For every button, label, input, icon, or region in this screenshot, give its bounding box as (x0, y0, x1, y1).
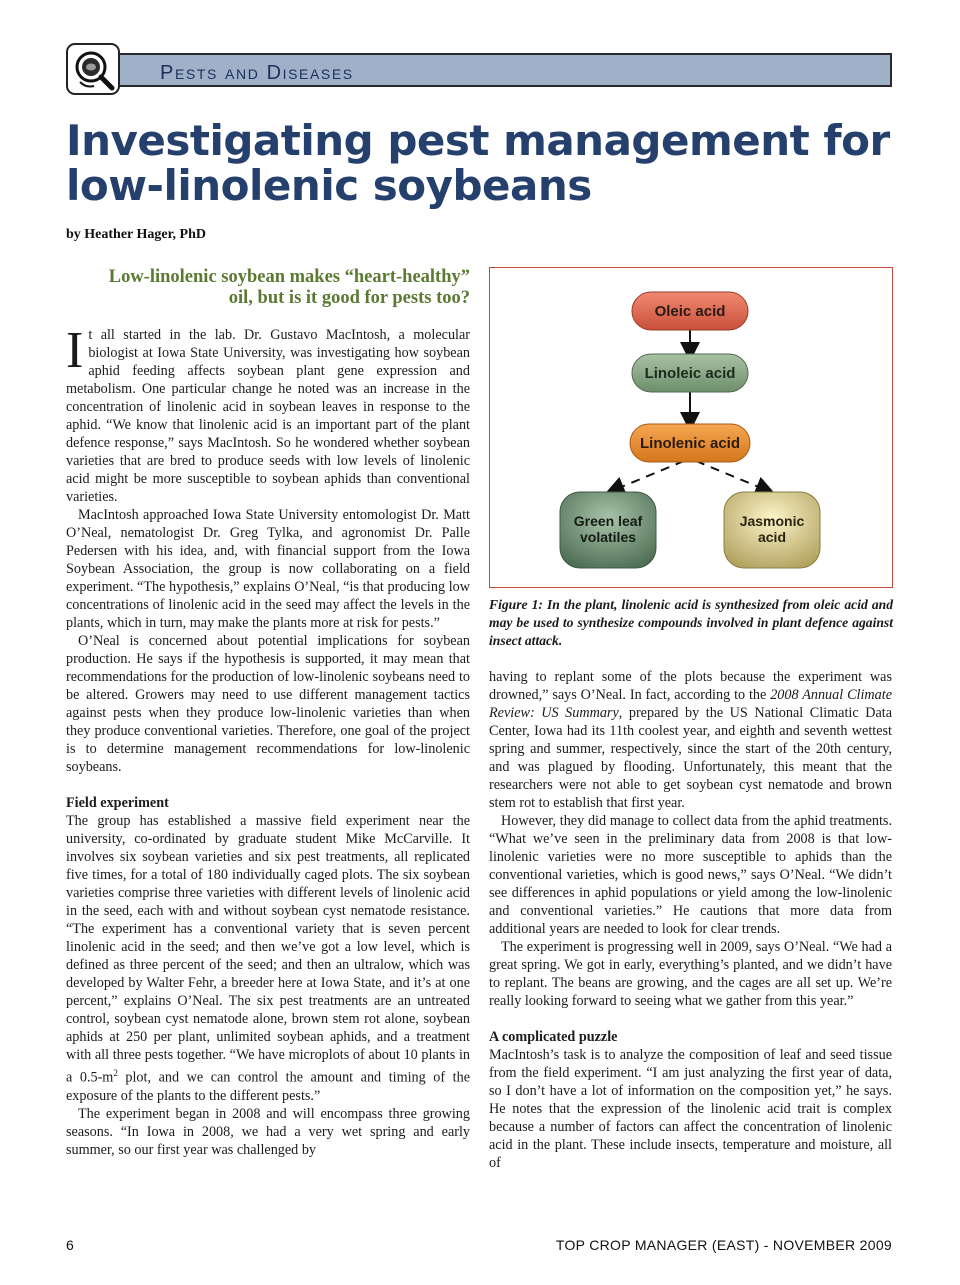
column-right (489, 668, 892, 1172)
node-green-leaf-label-2: volatiles (579, 529, 637, 545)
node-green-leaf-label-1: Green leaf (573, 513, 643, 529)
section-header (66, 43, 892, 95)
paragraph-text: t all started in the lab. Dr. Gustavo MacIntosh, a molecular biologist at Iowa State University, was investigating how soybean aphid feeding affects soybean plant gene expression and metabolism. One particular change he noted was an increase in the concentration of linolenic acid in soybean leaves in response to the aphid. “We know that linolenic acid is an important part of the plant defence response,” says MacIntosh. So he wondered whether soybean varieties that are bred to produce seeds with low levels of linolenic acid might be more susceptible to soybean aphids than conventional varieties. (66, 327, 470, 505)
paragraph-text: having to replant some of the plots because the experiment was drowned,” says O’Neal. In fact, according to the (489, 669, 892, 703)
paragraph (489, 668, 892, 812)
subhead (66, 267, 470, 309)
node-oleic-label: Oleic acid (654, 303, 726, 320)
paragraph: The experiment is progressing well in 2009, says O’Neal. “We had a great spring. We got in early, everything’s planted, and we didn’t have to replant. The beans are growing, and the cages are all set up. We’re really looking forward to seeing what we gather from this year.” (489, 939, 892, 1009)
page-number: 6 (66, 1237, 74, 1253)
node-linoleic-label: Linoleic acid (644, 365, 736, 382)
figure-1 (489, 267, 893, 588)
subheading-complicated-puzzle: A complicated puzzle (489, 1029, 618, 1045)
section-band (106, 53, 892, 87)
subhead-line-1: Low-linolenic soybean makes “heart-healthy” (108, 267, 470, 287)
paragraph-text: plot, and we can control the amount and timing of the exposure of the plants to the different pests.” (66, 1069, 470, 1104)
paragraph: MacIntosh approached Iowa State University entomologist Dr. Matt O’Neal, nematologist Dr. Greg Tylka, and agronomist Dr. Palle Pedersen with his idea, and, with financial support from the Iowa Soybean Association, the group is now collaborating on a field experiment. “The hypothesis,” explains O’Neal, “is that producing low concentrations of linolenic acid in the seed may affect the levels in the plants, which in turn, may make the plants more at risk for pests.” (66, 507, 470, 631)
title-line-1: Investigating pest management for (66, 116, 890, 165)
paragraph: However, they did manage to collect data from the aphid treatments. “What we’ve seen in the preliminary data from 2008 is that low-linolenic varieties were no more susceptible to aphids than the conventional varieties, which is good news,” says O’Neal. “We didn’t see differences in aphid populations or yield among the low-linolenic and conventional varieties.” He cautions that more data from additional years are needed to look for clear trends. (489, 813, 892, 937)
node-linolenic-label: Linolenic acid (639, 435, 741, 452)
node-green-leaf-volatiles (560, 492, 656, 568)
report-title: 2008 Annual Climate Review: US Summary (489, 687, 892, 721)
section-label: Pests and Diseases (160, 62, 354, 84)
node-oleic-acid (632, 292, 748, 330)
arrow-linolenic-to-jasmonic (696, 461, 766, 490)
node-jasmonic-label-1: Jasmonic (739, 513, 805, 529)
paragraph-text: The group has established a massive field experiment near the university, co-ordinated by graduate student Mike McCarville. It involves six soybean varieties and six pest treatments, all replicated five times, for a total of 180 individually caged plots. The six soybean varieties comprise three varieties with different levels of linolenic acid in the seed, each with and without soybean cyst nematode resistance. “The experiment has a conventional variety that is seven percent linolenic acid in the seed; and then we’ve got a low level, which is defined as three percent of the seed; and then an ultralow, which was developed by Walter Fehr, a breeder here at Iowa State, and it’s at one percent,” explains O’Neal. The six pest treatments are an untreated control, soybean cyst nematode alone, brown stem rot alone, soybean aphids at 250 per plant, unlimited soybean aphids, and a treatment with all three pests together. “We have microplots of about 10 plants in a 0.5-m (66, 813, 470, 1086)
magnifier-bug-icon (66, 43, 120, 95)
publication-footer: TOP CROP MANAGER (EAST) - NOVEMBER 2009 (555, 1237, 892, 1253)
node-jasmonic-label-2: acid (757, 529, 787, 545)
paragraph (66, 322, 470, 506)
paragraph-text: , prepared by the US National Climatic Data Center, Iowa had its 11th coolest year, and eighth and seventh wettest spring and summer, respectively, since the start of the 20th century, and was plagued by flooding. Unfortunately, this meant that the researchers were not able to get soybean cyst nematode and brown stem rot to establish that first year. (489, 705, 892, 811)
node-jasmonic-acid (724, 492, 820, 568)
subhead-line-2: oil, but is it good for pests too? (228, 288, 470, 308)
column-left (66, 322, 470, 1159)
paragraph (66, 812, 470, 1105)
node-linoleic-acid (632, 354, 748, 392)
paragraph: O’Neal is concerned about potential implications for soybean production. He says if the hypothesis is supported, it may mean that recommendations for the production of low-linolenic soybeans need to be altered. Growers may need to use different management tactics against pests when they produce low-linolenic varieties than when they produce conventional varieties. Therefore, one goal of the project is to determine management recommendations for low-linolenic soybeans. (66, 633, 470, 775)
arrow-linolenic-to-green-leaf (614, 461, 684, 490)
paragraph: MacIntosh’s task is to analyze the composition of leaf and seed tissue from the field experiment. “I am just analyzing the first year of data, so I don’t have a lot of information on the composition yet,” he says. He notes that the expression of the linolenic acid trait is complex because a number of factors can affect the concentration of linolenic acid in the plant. These include insects, temperature and moisture, all of (489, 1047, 892, 1171)
node-linolenic-acid (630, 424, 750, 462)
figure-caption: Figure 1: In the plant, linolenic acid is synthesized from oleic acid and may be used to synthesize compounds involved in plant defence against insect attack. (489, 597, 893, 648)
drop-cap: I (66, 322, 84, 379)
subheading-field-experiment: Field experiment (66, 795, 169, 811)
superscript: 2 (113, 1068, 118, 1078)
byline: by Heather Hager, PhD (66, 227, 206, 242)
biosynthesis-diagram (490, 268, 894, 589)
title-line-2: low-linolenic soybeans (66, 161, 592, 210)
paragraph: The experiment began in 2008 and will encompass three growing seasons. “In Iowa in 2008, we had a very wet spring and early summer, so our first year was challenged by (66, 1105, 470, 1158)
article-title (66, 118, 896, 208)
